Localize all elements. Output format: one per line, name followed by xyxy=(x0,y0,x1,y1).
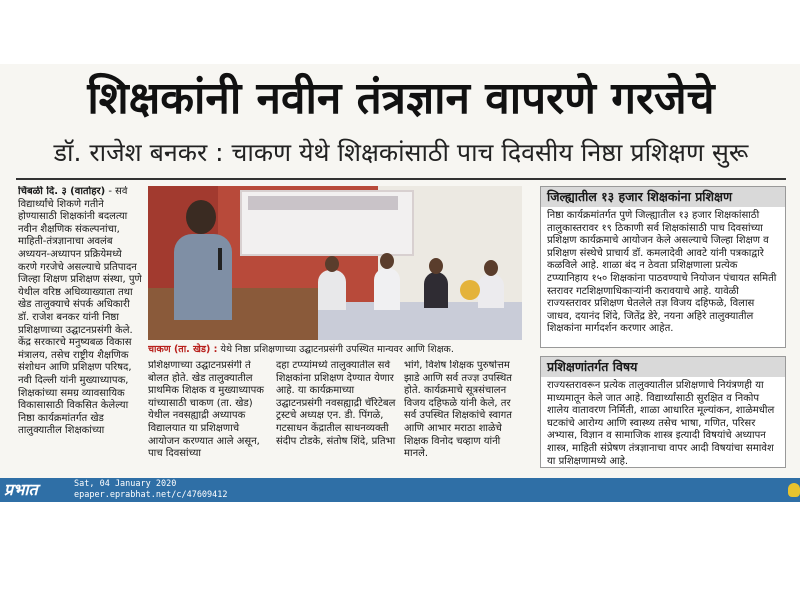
sidebar-box-district-training xyxy=(540,186,786,348)
sidebar-box-heading: प्रशिक्षणांतर्गत विषय xyxy=(541,357,785,377)
photo-guest-4-head xyxy=(484,260,498,276)
caption-text: येथे निष्ठा प्रशिक्षणाच्या उद्घाटनप्रसंगी उपस्थित मान्यवर आणि शिक्षक. xyxy=(220,344,454,355)
article-column-1 xyxy=(18,186,142,436)
event-photo xyxy=(148,186,522,340)
photo-caption xyxy=(148,342,522,358)
owl-mascot-icon xyxy=(788,483,800,497)
sidebar-box-text: निष्ठा कार्यक्रमांतर्गत पुणे जिल्ह्यातील १३ हजार शिक्षकांसाठी तालुकास्तरावर १९ ठिकाणी सर्व शिक्षकांसाठी पाच दिवसांच्या प्रशिक्षण कार्यक्रमाचे आयोजन केले असल्याचे जिल्हा शिक्षण व प्रशिक्षण संस्थेचे प्राचार्य डॉ. कमलादेवी आवटे यांनी पत्रकाद्वारे कळविले आहे. शाळा बंद न ठेवता प्रशिक्षणाला प्रत्येक टप्प्यानिहाय १५० शिक्षकांना पाठवण्याचे नियोजन पंचायत समिती स्तरावर गटशिक्षणाधिकाऱ्यांनी करावयाचे आहे. यावेळी राज्यस्तरावर प्रशिक्षण घेतलेले तज्ञ विजय दहिफळे, विलास जाधव, दयानंद शिंदे, जितेंद्र डेरे, नयना अहिरे तालुक्यातील शिक्षकांना मार्गदर्शन करणार आहेत. xyxy=(547,210,777,335)
article-column-1-text: - सर्व विद्यार्थ्यांचे शिकणे गतीने होण्यासाठी शिक्षकांनी बदलत्या नवीन शैक्षणिक संकल्पनांचा, माहिती-तंत्रज्ञानाचा अवलंब अध्ययन-अध्यापन प्रक्रियेमध्ये करणे गरजेचे असल्याचे प्रतिपादन जिल्हा शिक्षण प्रशिक्षण संस्था, पुणे येथील वरिष्ठ अधिव्याख्याता तथा खेड तालुक्याचे संपर्क अधिकारी डॉ. राजेश बनकर यांनी निष्ठा प्रशिक्षणाच्या उद्घाटनप्रसंगी केले. केंद्र सरकारचे मनुष्यबळ विकास मंत्रालय, तसेच राष्ट्रीय शैक्षणिक संशोधन आणि प्रशिक्षण परिषद, नवी दिल्ली यांनी मुख्याध्यापक, शिक्षकांच्या समग्र व्यावसायिक विकासासाठी विकसित केलेल्या निष्ठा कार्यक्रमांतर्गत खेड तालुक्यातील शिक्षकांच्या xyxy=(18,186,142,436)
photo-speaker-body xyxy=(174,234,232,320)
article-column-3: दहा टप्प्यांमध्ये तालुक्यातील सर्व शिक्षकांना प्रशिक्षण देण्यात येणार आहे. या कार्यक्रमाच्या उद्घाटनप्रसंगी नवसह्याद्री चॅरिटेबल ट्रस्टचे अध्यक्ष एन. डी. पिंगळे, गटसाधन केंद्रातील साधनव्यक्ती संदीप टोडके, संतोष शिंदे, प्रतिभा xyxy=(276,360,396,447)
caption-place: चाकण (ता. खेड) : xyxy=(148,344,218,355)
photo-guest-1 xyxy=(318,270,346,310)
article-column-4: भांगे, विशेष शिक्षक पुरुषोत्तम झाडे आणि सर्व तज्ज्ञ उपस्थित होते. कार्यक्रमाचे सूत्रसंचालन विजय दहिफळे यांनी केले, तर सर्व उपस्थित शिक्षकांचे स्वागत आणि आभार मराठा शाळेचे शिक्षक विनोद चव्हाण यांनी मानले. xyxy=(404,360,512,460)
publication-date: Sat, 04 January 2020 xyxy=(74,479,177,489)
prabhat-logo: प्रभात xyxy=(4,480,38,499)
sidebar-box-heading: जिल्ह्यातील १३ हजार शिक्षकांना प्रशिक्षण xyxy=(541,187,785,207)
photo-speaker xyxy=(174,200,232,320)
subheadline: डॉ. राजेश बनकर : चाकण येथे शिक्षकांसाठी पाच दिवसीय निष्ठा प्रशिक्षण सुरू xyxy=(53,138,749,167)
photo-guest-3-head xyxy=(429,258,443,274)
photo-speaker-head xyxy=(186,200,216,234)
photo-guest-3 xyxy=(424,272,448,308)
article-column-2: प्रशिक्षणाच्या उद्घाटनप्रसंगी ते बोलत होते. खेड तालुक्यातील प्राथमिक शिक्षक व मुख्याध्यापक यांच्यासाठी चाकण (ता. खेड) येथील नवसह्याद्री अध्यापक विद्यालयात या प्रशिक्षणाचे आयोजन करण्यात आले असून, पाच दिवसांच्या xyxy=(148,360,264,460)
photo-guest-2 xyxy=(374,268,400,310)
photo-guest-2-head xyxy=(380,253,394,269)
photo-flower-bouquet xyxy=(460,280,480,300)
divider xyxy=(16,178,786,180)
footer-meta xyxy=(74,479,374,501)
microphone-icon xyxy=(218,248,222,270)
sidebar-box-training-topics xyxy=(540,356,786,468)
headline: शिक्षकांनी नवीन तंत्रज्ञान वापरणे गरजेचे xyxy=(87,73,715,124)
byline: चिंबळी दि. ३ (वार्ताहर) xyxy=(18,186,106,197)
sidebar-box-text: राज्यस्तरावरून प्रत्येक तालुक्यातील प्रशिक्षणाचे नियंत्रणही या माध्यमातून केले जात आहे. विद्यार्थ्यांसाठी सुरक्षित व निकोप शालेय वातावरण निर्मिती, शाळा आधारित मूल्यांकन, शाळेमधील घटकांचे आरोग्य आणि स्वास्थ्य तसेच भाषा, गणित, परिसर अभ्यास, विज्ञान व सामाजिक शास्त्र इत्यादी विषयांचे अध्यापन शास्त्र, माहिती संप्रेषण तंत्रज्ञानाचा वापर आदी विषयांचा समावेश या प्रशिक्षणामध्ये आहे. xyxy=(547,380,775,467)
photo-guest-1-head xyxy=(325,256,339,272)
photo-banner-text xyxy=(248,196,398,210)
photo-guest-4 xyxy=(478,274,504,308)
epaper-url[interactable]: epaper.eprabhat.net/c/47609412 xyxy=(74,489,228,500)
